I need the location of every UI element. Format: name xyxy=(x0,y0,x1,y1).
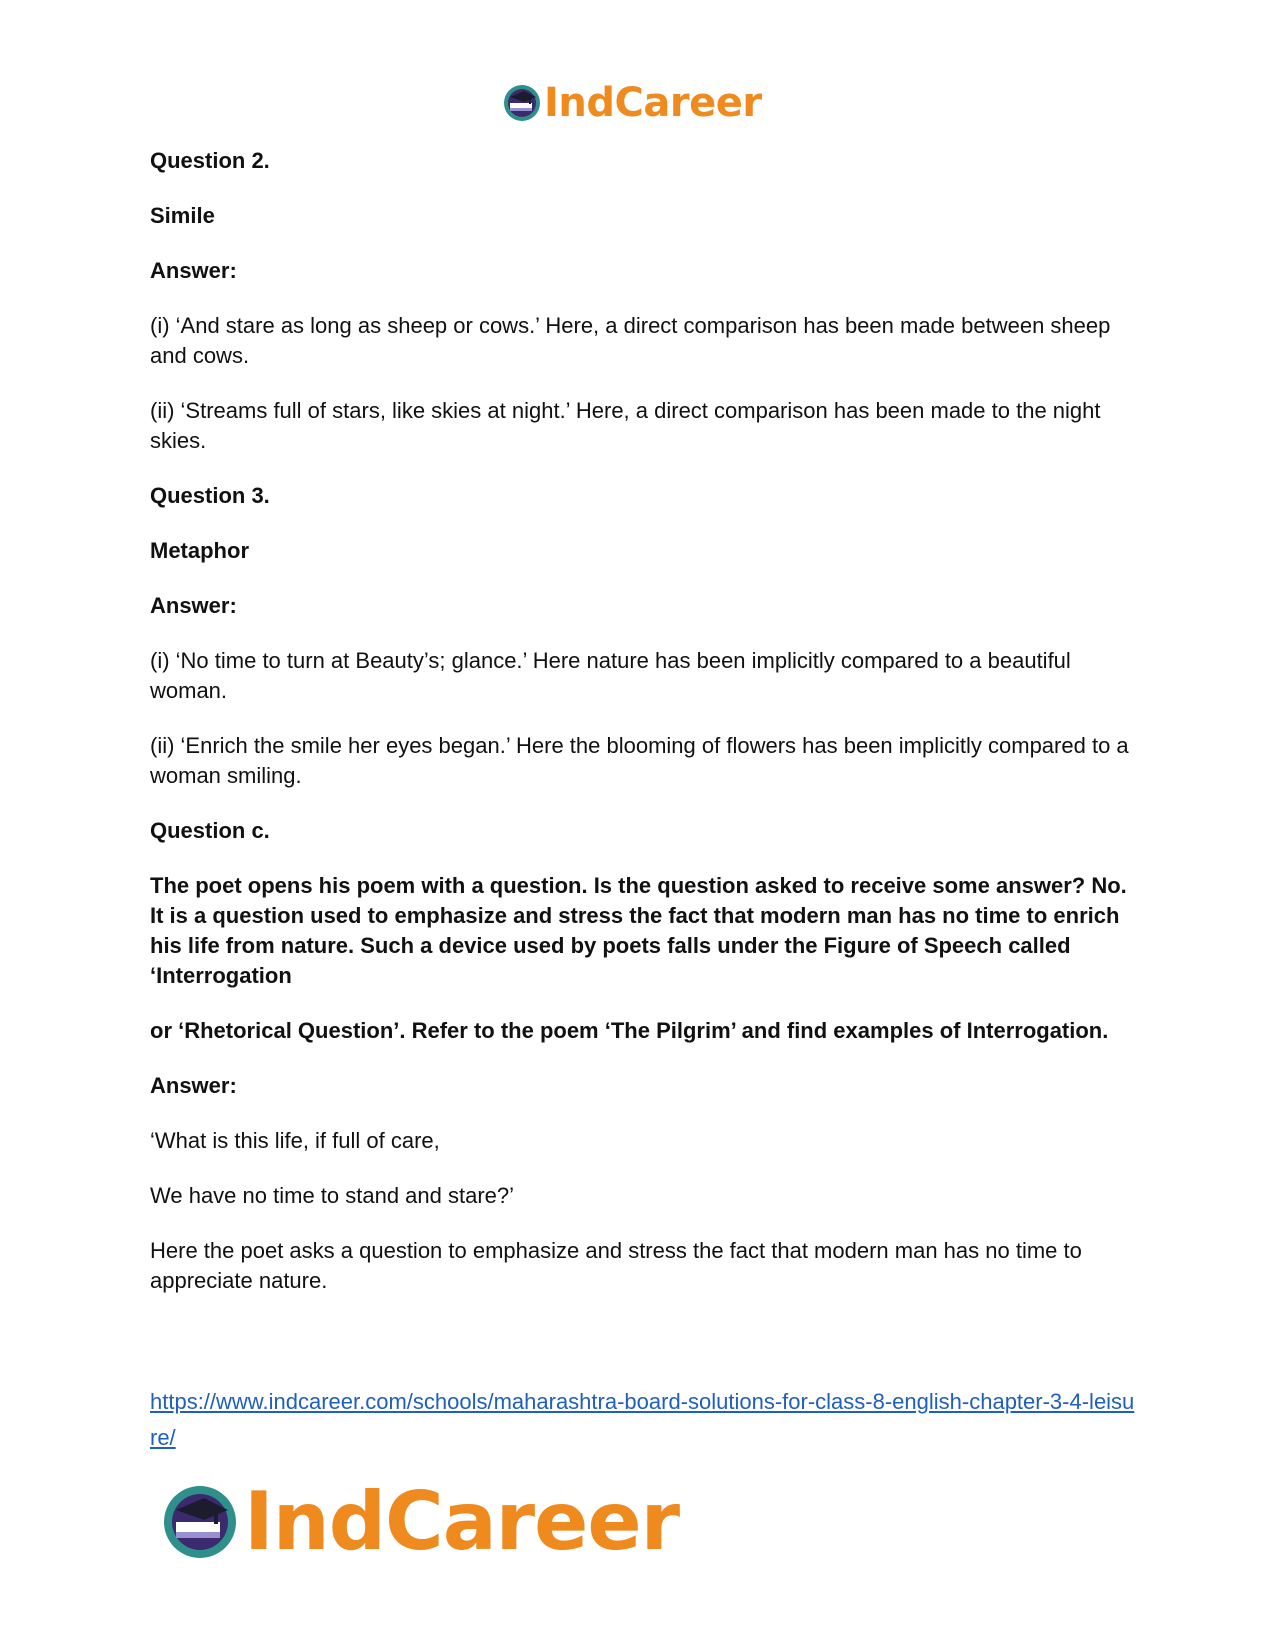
question-c-explanation: Here the poet asks a question to emphasize and stress the fact that modern man has no time to appreciate nature. xyxy=(150,1238,1082,1293)
question-3-answer-item-1: (i) ‘No time to turn at Beauty’s; glance.’ Here nature has been implicitly compared to a beautiful woman. xyxy=(150,648,1071,703)
question-2-answer-item-1: (i) ‘And stare as long as sheep or cows.’ Here, a direct comparison has been made between sheep and cows. xyxy=(150,313,1111,368)
question-c-answer-label: Answer: xyxy=(150,1073,237,1098)
header-logo xyxy=(502,78,762,128)
footer-logo xyxy=(160,1474,679,1570)
graduation-book-icon xyxy=(160,1482,240,1562)
question-c-poem-line-2: We have no time to stand and stare?’ xyxy=(150,1183,515,1208)
footer-logo-text: IndCareer xyxy=(244,1475,680,1568)
question-c-prompt-part-2: or ‘Rhetorical Question’. Refer to the poem ‘The Pilgrim’ and find examples of Interrogation. xyxy=(150,1018,1109,1043)
graduation-book-icon xyxy=(502,83,542,123)
document-body xyxy=(150,146,1140,1321)
question-3-answer-label: Answer: xyxy=(150,593,237,618)
question-2-title: Question 2. xyxy=(150,148,270,173)
question-c-prompt-part-1: The poet opens his poem with a question. Is the question asked to receive some answer? No. It is a question used to emphasize and stress the fact that modern man has no time to enrich his life from nature. Such a device used by poets falls under the Figure of Speech called ‘Interrogation xyxy=(150,873,1127,988)
header-logo-text: IndCareer xyxy=(544,80,762,126)
question-2-answer-item-2: (ii) ‘Streams full of stars, like skies at night.’ Here, a direct comparison has been made to the night skies. xyxy=(150,398,1101,453)
question-c-poem-line-1: ‘What is this life, if full of care, xyxy=(150,1128,440,1153)
question-3-topic: Metaphor xyxy=(150,538,249,563)
question-2-answer-label: Answer: xyxy=(150,258,237,283)
source-link[interactable]: https://www.indcareer.com/schools/maharashtra-board-solutions-for-class-8-english-chapter-3-4-leisure/ xyxy=(150,1389,1135,1450)
question-2-topic: Simile xyxy=(150,203,215,228)
question-3-title: Question 3. xyxy=(150,483,270,508)
question-3-answer-item-2: (ii) ‘Enrich the smile her eyes began.’ Here the blooming of flowers has been implicitly compared to a woman smiling. xyxy=(150,733,1129,788)
source-link-block xyxy=(150,1384,1140,1456)
question-c-title: Question c. xyxy=(150,818,270,843)
